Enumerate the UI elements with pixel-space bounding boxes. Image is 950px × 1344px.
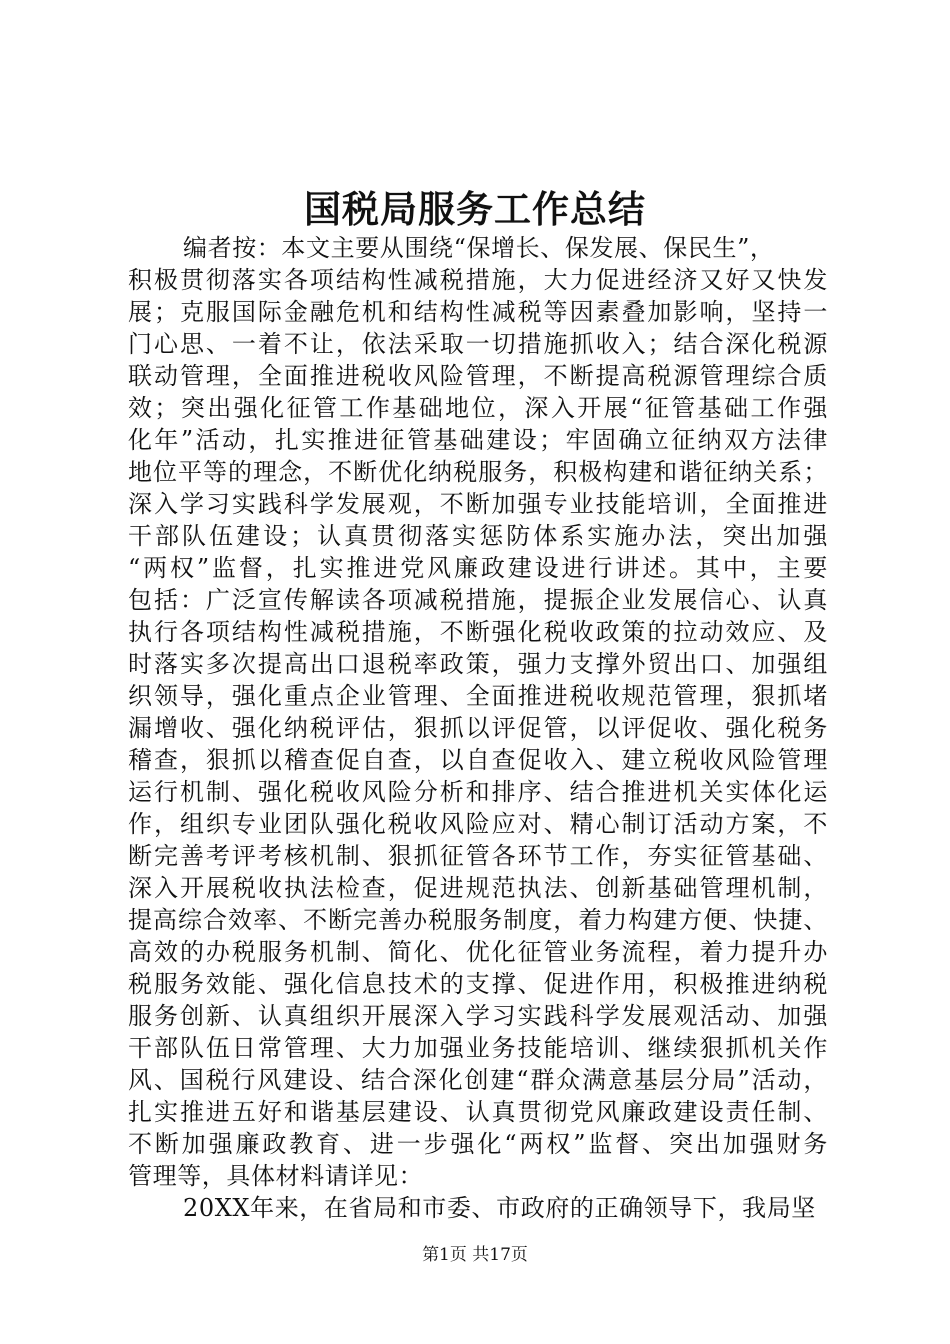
document-body <box>128 232 828 1224</box>
body-line: 门心思、一着不让，依法采取一切措施抓收入；结合深化税源 <box>128 330 828 358</box>
document-title: 国税局服务工作总结 <box>304 187 646 231</box>
body-line: 地位平等的理念，不断优化纳税服务，积极构建和谐征纳关系； <box>128 458 828 486</box>
body-line: 包括：广泛宣传解读各项减税措施，提振企业发展信心、认真 <box>128 586 828 614</box>
body-line: 效；突出强化征管工作基础地位，深入开展“征管基础工作强 <box>128 394 828 422</box>
body-line: 断完善考评考核机制、狠抓征管各环节工作，夯实征管基础、 <box>128 842 828 870</box>
body-line: 化年”活动，扎实推进征管基础建设；牢固确立征纳双方法律 <box>128 426 828 454</box>
body-line: 作，组织专业团队强化税收风险应对、精心制订活动方案，不 <box>128 810 828 838</box>
body-line: 积极贯彻落实各项结构性减税措施，大力促进经济又好又快发 <box>128 266 828 294</box>
body-line: 扎实推进五好和谐基层建设、认真贯彻党风廉政建设责任制、 <box>128 1098 828 1126</box>
body-line: 干部队伍日常管理、大力加强业务技能培训、继续狠抓机关作 <box>128 1034 828 1062</box>
body-line: “两权”监督，扎实推进党风廉政建设进行讲述。其中，主要 <box>128 554 828 582</box>
body-line: 税服务效能、强化信息技术的支撑、促进作用，积极推进纳税 <box>128 970 828 998</box>
body-line: 执行各项结构性减税措施，不断强化税收政策的拉动效应、及 <box>128 618 828 646</box>
body-line: 深入学习实践科学发展观，不断加强专业技能培训，全面推进 <box>128 490 828 518</box>
body-line: 不断加强廉政教育、进一步强化“两权”监督、突出加强财务 <box>128 1130 828 1158</box>
body-line: 展；克服国际金融危机和结构性减税等因素叠加影响，坚持一 <box>128 298 828 326</box>
body-line: 提高综合效率、不断完善办税服务制度，着力构建方便、快捷、 <box>128 906 828 934</box>
body-line: 深入开展税收执法检查，促进规范执法、创新基础管理机制， <box>128 874 828 902</box>
body-line: 织领导，强化重点企业管理、全面推进税收规范管理，狠抓堵 <box>128 682 828 710</box>
body-line: 高效的办税服务机制、简化、优化征管业务流程，着力提升办 <box>128 938 828 966</box>
body-line: 联动管理，全面推进税收风险管理，不断提高税源管理综合质 <box>128 362 828 390</box>
body-line: 风、国税行风建设、结合深化创建“群众满意基层分局”活动， <box>128 1066 828 1094</box>
body-line: 20XX年来，在省局和市委、市政府的正确领导下，我局坚 <box>183 1194 816 1222</box>
body-line: 时落实多次提高出口退税率政策，强力支撑外贸出口、加强组 <box>128 650 828 678</box>
body-line: 运行机制、强化税收风险分析和排序、结合推进机关实体化运 <box>128 778 828 806</box>
body-line: 稽查，狠抓以稽查促自查，以自查促收入、建立税收风险管理 <box>128 746 828 774</box>
body-line: 服务创新、认真组织开展深入学习实践科学发展观活动、加强 <box>128 1002 828 1030</box>
body-line: 管理等，具体材料请详见： <box>128 1162 424 1190</box>
body-line: 漏增收、强化纳税评估，狠抓以评促管，以评促收、强化税务 <box>128 714 828 742</box>
page-footer: 第1页 共17页 <box>422 1245 528 1265</box>
body-line: 干部队伍建设；认真贯彻落实惩防体系实施办法，突出加强 <box>128 522 828 550</box>
body-line: 编者按：本文主要从围绕“保增长、保发展、保民生”， <box>183 234 775 262</box>
